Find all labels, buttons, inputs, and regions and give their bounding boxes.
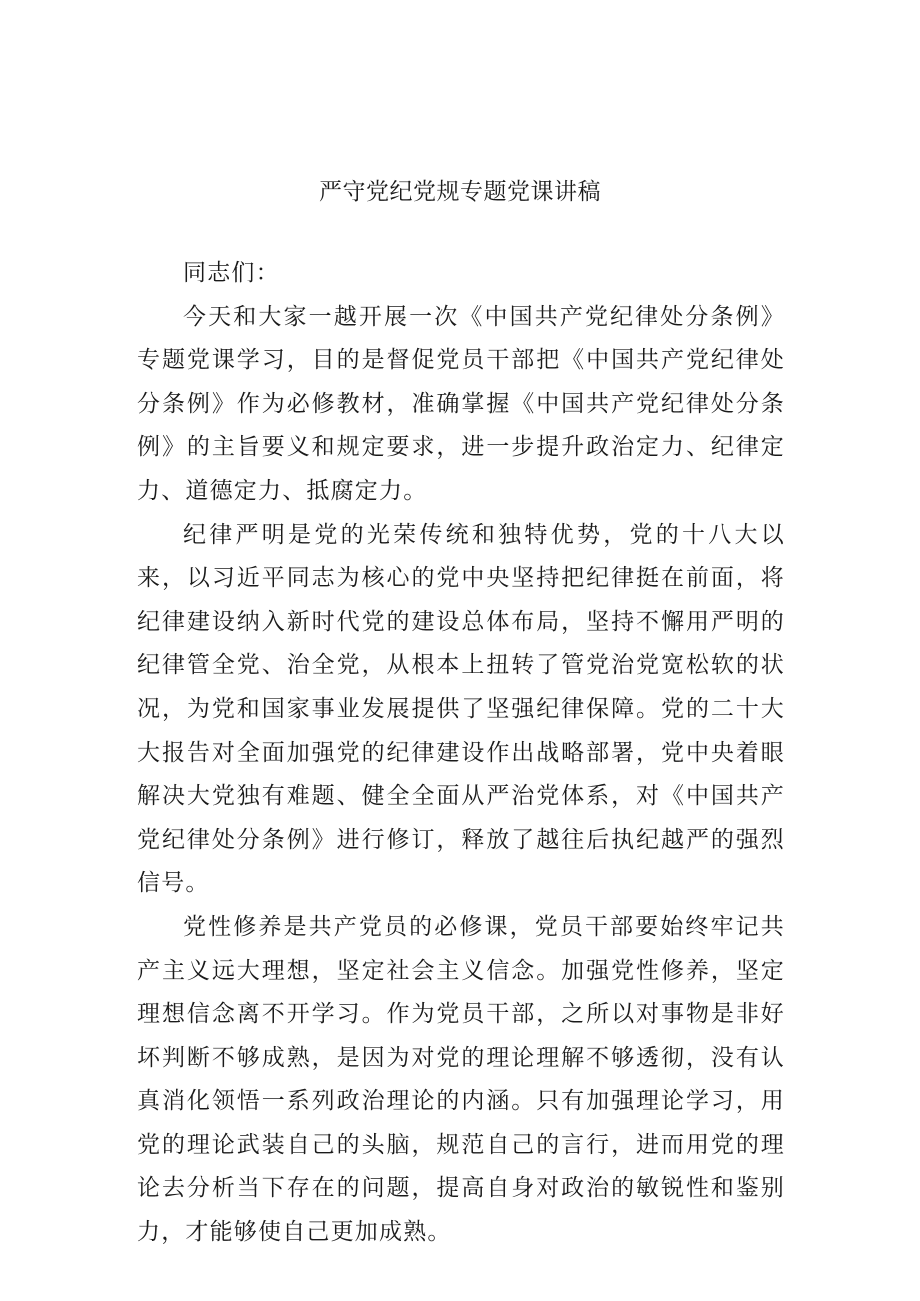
paragraph-3: 党性修养是共产党员的必修课，党员干部要始终牢记共产主义远大理想，坚定社会主义信念。加强党性修养，坚定理想信念离不开学习。作为党员干部，之所以对事物是非好坏判断不够成熟，是因为对党的理论理解不够透彻，没有认真消化领悟一系列政治理论的内涵。只有加强理论学习，用党的理论武装自己的头脑，规范自己的言行，进而用党的理论去分析当下存在的问题，提高自身对政治的敏锐性和鉴别力，才能够使自己更加成熟。 (137, 913, 785, 1246)
document-body (137, 252, 785, 1255)
salutation: 同志们： (183, 260, 280, 286)
paragraph-2: 纪律严明是党的光荣传统和独特优势，党的十八大以来，以习近平同志为核心的党中央坚持把纪律挺在前面，将纪律建设纳入新时代党的建设总体布局，坚持不懈用严明的纪律管全党、治全党，从根本上扭转了管党治党宽松软的状况，为党和国家事业发展提供了坚强纪律保障。党的二十大大报告对全面加强党的纪律建设作出战略部署，党中央着眼解决大党独有难题、健全全面从严治党体系，对《中国共产党纪律处分条例》进行修订，释放了越往后执纪越严的强烈信号。 (137, 521, 785, 897)
paragraph-1: 今天和大家一越开展一次《中国共产党纪律处分条例》专题党课学习，目的是督促党员干部把《中国共产党纪律处分条例》作为必修教材，准确掌握《中国共产党纪律处分条例》的主旨要义和规定要求，进一步提升政治定力、纪律定力、道德定力、抵腐定力。 (137, 303, 785, 504)
document-title: 严守党纪党规专题党课讲稿 (319, 179, 601, 205)
